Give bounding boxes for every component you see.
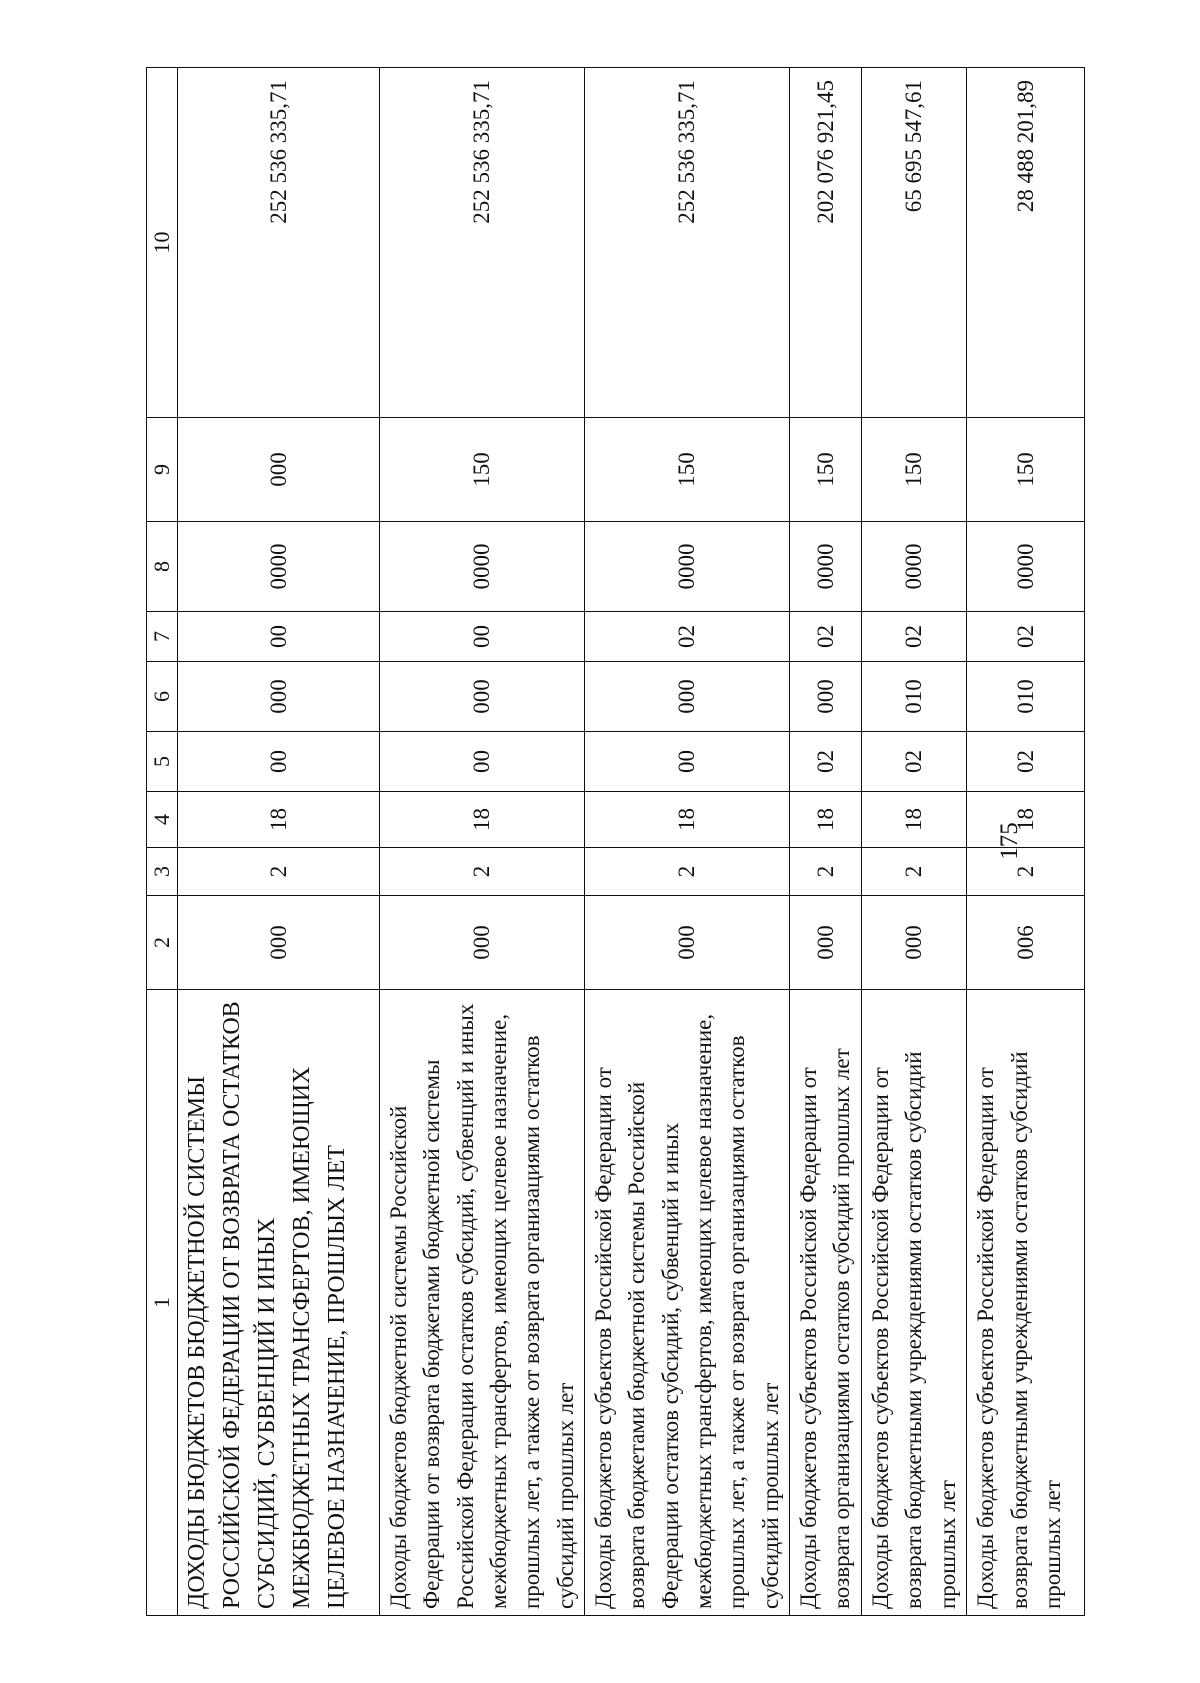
amount-cell: 28 488 201,89 (967, 68, 1085, 418)
column-header: 8 (147, 522, 178, 612)
code-cell: 150 (585, 418, 790, 522)
code-cell: 0000 (862, 522, 967, 612)
table-row (178, 68, 380, 1616)
row-description: ДОХОДЫ БЮДЖЕТОВ БЮДЖЕТНОЙ СИСТЕМЫ РОССИЙСКОЙ ФЕДЕРАЦИИ ОТ ВОЗВРАТА ОСТАТКОВ СУБСИДИЙ, СУБВЕНЦИЙ И ИНЫХ МЕЖБЮДЖЕТНЫХ ТРАНСФЕРТОВ, ИМЕЮЩИХ ЦЕЛЕВОЕ НАЗНАЧЕНИЕ, ПРОШЛЫХ ЛЕТ (178, 990, 380, 1616)
column-header: 9 (147, 418, 178, 522)
code-cell: 000 (862, 896, 967, 990)
amount-cell: 252 536 335,71 (178, 68, 380, 418)
amount-cell: 65 695 547,61 (862, 68, 967, 418)
budget-revenue-table (146, 67, 1085, 1616)
header-row (147, 68, 178, 1616)
code-cell: 18 (380, 792, 585, 848)
code-cell: 02 (862, 732, 967, 792)
table-row (862, 68, 967, 1616)
row-description: Доходы бюджетов субъектов Российской Федерации от возврата бюджетными учреждениями остатков субсидий прошлых лет (862, 990, 967, 1616)
code-cell: 02 (585, 612, 790, 662)
code-cell: 150 (790, 418, 862, 522)
code-cell: 00 (178, 612, 380, 662)
code-cell: 02 (790, 612, 862, 662)
code-cell: 0000 (967, 522, 1085, 612)
code-cell: 2 (862, 848, 967, 896)
table-row (967, 68, 1085, 1616)
amount-cell: 252 536 335,71 (585, 68, 790, 418)
code-cell: 18 (862, 792, 967, 848)
page-number: 175 (996, 822, 1023, 860)
code-cell: 2 (380, 848, 585, 896)
code-cell: 2 (967, 848, 1085, 896)
row-description: Доходы бюджетов субъектов Российской Федерации от возврата бюджетами бюджетной системы Российской Федерации остатков субсидий, субвенций и иных межбюджетных трансфертов, имеющих целевое назначение, прошлых лет, а также от возврата организациями остатков субсидий прошлых лет (585, 990, 790, 1616)
rotated-table-container (146, 68, 1076, 1616)
column-header: 2 (147, 896, 178, 990)
row-description: Доходы бюджетов бюджетной системы Российской Федерации от возврата бюджетами бюджетной системы Российской Федерации остатков субсидий, субвенций и иных межбюджетных трансфертов, имеющих целевое назначение, прошлых лет, а также от возврата организациями остатков субсидий прошлых лет (380, 990, 585, 1616)
code-cell: 00 (380, 732, 585, 792)
code-cell: 02 (967, 732, 1085, 792)
code-cell: 00 (178, 732, 380, 792)
code-cell: 150 (967, 418, 1085, 522)
code-cell: 000 (178, 896, 380, 990)
table-row (790, 68, 862, 1616)
code-cell: 0000 (790, 522, 862, 612)
table-row (380, 68, 585, 1616)
code-cell: 000 (790, 896, 862, 990)
code-cell: 0000 (178, 522, 380, 612)
column-header: 4 (147, 792, 178, 848)
code-cell: 02 (790, 732, 862, 792)
code-cell: 000 (178, 418, 380, 522)
code-cell: 2 (178, 848, 380, 896)
code-cell: 000 (380, 896, 585, 990)
code-cell: 010 (967, 662, 1085, 732)
code-cell: 18 (967, 792, 1085, 848)
row-description: Доходы бюджетов субъектов Российской Федерации от возврата бюджетными учреждениями остатков субсидий прошлых лет (967, 990, 1085, 1616)
table-row (585, 68, 790, 1616)
column-header: 10 (147, 68, 178, 418)
column-header: 1 (147, 990, 178, 1616)
amount-cell: 252 536 335,71 (380, 68, 585, 418)
code-cell: 150 (862, 418, 967, 522)
code-cell: 18 (790, 792, 862, 848)
code-cell: 18 (178, 792, 380, 848)
column-header: 3 (147, 848, 178, 896)
column-header: 6 (147, 662, 178, 732)
code-cell: 000 (790, 662, 862, 732)
code-cell: 18 (585, 792, 790, 848)
code-cell: 000 (585, 896, 790, 990)
code-cell: 0000 (380, 522, 585, 612)
code-cell: 006 (967, 896, 1085, 990)
code-cell: 000 (585, 662, 790, 732)
code-cell: 0000 (585, 522, 790, 612)
code-cell: 02 (967, 612, 1085, 662)
code-cell: 00 (585, 732, 790, 792)
code-cell: 2 (790, 848, 862, 896)
amount-cell: 202 076 921,45 (790, 68, 862, 418)
code-cell: 02 (862, 612, 967, 662)
column-header: 7 (147, 612, 178, 662)
code-cell: 000 (178, 662, 380, 732)
code-cell: 010 (862, 662, 967, 732)
column-header: 5 (147, 732, 178, 792)
code-cell: 150 (380, 418, 585, 522)
code-cell: 2 (585, 848, 790, 896)
code-cell: 000 (380, 662, 585, 732)
row-description: Доходы бюджетов субъектов Российской Федерации от возврата организациями остатков субсидий прошлых лет (790, 990, 862, 1616)
code-cell: 00 (380, 612, 585, 662)
